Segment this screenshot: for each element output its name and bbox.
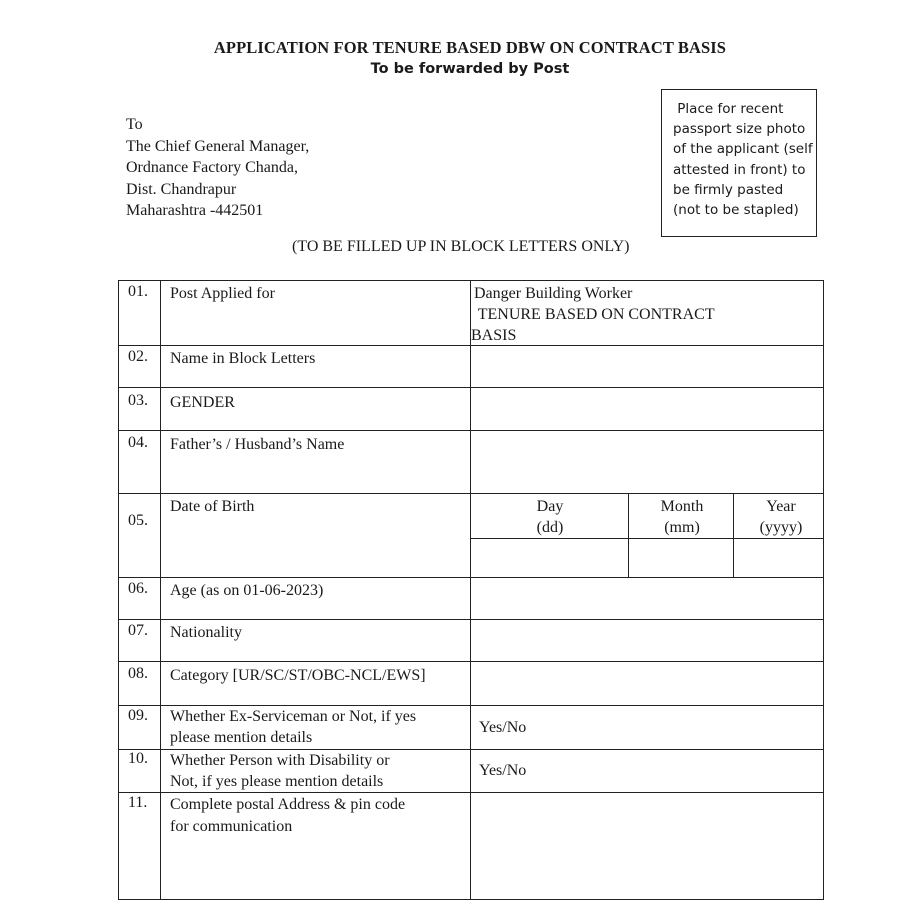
label-line: Whether Person with Disability or bbox=[170, 752, 390, 769]
form-row-category bbox=[119, 661, 823, 706]
father-husband-name-field[interactable] bbox=[472, 431, 823, 494]
value-line: TENURE BASED ON CONTRACT bbox=[474, 306, 715, 323]
address-line: The Chief General Manager, bbox=[126, 137, 310, 155]
dob-month-title: Month bbox=[660, 498, 704, 515]
gender-field[interactable] bbox=[472, 388, 823, 431]
label-line: Whether Ex-Serviceman or Not, if yes bbox=[170, 708, 417, 725]
dob-month-field[interactable] bbox=[630, 540, 733, 578]
name-field[interactable] bbox=[472, 346, 823, 388]
row-number: 01. bbox=[128, 283, 148, 300]
row-number: 05. bbox=[128, 512, 148, 529]
row-number: 11. bbox=[128, 794, 148, 811]
disability-field[interactable]: Yes/No bbox=[479, 762, 527, 779]
row-label: Father’s / Husband’s Name bbox=[170, 436, 345, 453]
dob-year-field[interactable] bbox=[735, 540, 823, 578]
dob-day-header bbox=[471, 496, 629, 538]
photo-box-line: be firmly pasted bbox=[673, 181, 784, 198]
value-line: Danger Building Worker bbox=[474, 285, 633, 302]
form-row-name bbox=[119, 345, 823, 388]
photo-box-line: attested in front) to bbox=[673, 161, 806, 178]
dob-day-title: Day bbox=[536, 498, 564, 515]
row-number: 06. bbox=[128, 580, 148, 597]
dob-header-divider bbox=[471, 538, 823, 539]
address-line: Dist. Chandrapur bbox=[126, 180, 237, 198]
address-line: To bbox=[126, 116, 143, 133]
row-label: Category [UR/SC/ST/OBC-NCL/EWS] bbox=[170, 667, 426, 684]
photo-box-line: passport size photo bbox=[673, 121, 806, 138]
photo-box-line: of the applicant (self bbox=[673, 141, 813, 158]
dob-day-format: (dd) bbox=[536, 519, 564, 536]
form-row-gender bbox=[119, 387, 823, 431]
form-row-dob bbox=[119, 493, 823, 578]
row-label bbox=[170, 794, 465, 837]
photo-box-line: Place for recent bbox=[673, 101, 784, 117]
address-line: Maharashtra -442501 bbox=[126, 202, 264, 219]
value-line: BASIS bbox=[471, 327, 517, 344]
row-label: GENDER bbox=[170, 394, 235, 411]
application-form-table bbox=[118, 280, 824, 900]
label-line: Not, if yes please mention details bbox=[170, 773, 384, 790]
recipient-address bbox=[126, 114, 309, 222]
row-label: Age (as on 01-06-2023) bbox=[170, 582, 324, 599]
row-number: 03. bbox=[128, 392, 148, 409]
row-label: Date of Birth bbox=[170, 498, 255, 515]
label-line: for communication bbox=[170, 817, 293, 835]
form-row-disability bbox=[119, 749, 823, 793]
form-row-address bbox=[119, 792, 823, 913]
age-field[interactable] bbox=[472, 578, 823, 620]
form-row-age bbox=[119, 577, 823, 620]
category-field[interactable] bbox=[472, 662, 823, 706]
dob-month-header bbox=[630, 496, 734, 538]
block-letters-instruction: (TO BE FILLED UP IN BLOCK LETTERS ONLY) bbox=[292, 238, 630, 255]
row-label: Nationality bbox=[170, 624, 242, 641]
ex-serviceman-field[interactable]: Yes/No bbox=[479, 719, 527, 736]
row-label: Name in Block Letters bbox=[170, 350, 316, 367]
form-row-nationality bbox=[119, 619, 823, 662]
dob-day-field[interactable] bbox=[472, 540, 628, 578]
form-subtitle: To be forwarded by Post bbox=[370, 61, 570, 77]
dob-year-header bbox=[735, 496, 827, 538]
row-number: 04. bbox=[128, 434, 148, 451]
post-applied-value bbox=[471, 283, 715, 346]
postal-address-field[interactable] bbox=[472, 793, 823, 913]
row-label: Post Applied for bbox=[170, 285, 275, 302]
row-number: 09. bbox=[128, 707, 148, 724]
form-row-post bbox=[119, 281, 823, 345]
row-number: 02. bbox=[128, 348, 148, 365]
row-number: 08. bbox=[128, 665, 148, 682]
row-label bbox=[170, 750, 465, 792]
photo-placeholder-box[interactable] bbox=[661, 89, 817, 237]
label-line: Complete postal Address & pin code bbox=[170, 796, 406, 813]
row-number: 07. bbox=[128, 622, 148, 639]
label-line: please mention details bbox=[170, 728, 313, 746]
form-row-father-husband bbox=[119, 430, 823, 494]
nationality-field[interactable] bbox=[472, 620, 823, 662]
dob-year-format: (yyyy) bbox=[759, 519, 803, 536]
dob-year-title: Year bbox=[766, 498, 796, 515]
photo-box-line: (not to be stapled) bbox=[673, 202, 799, 219]
form-row-ex-serviceman bbox=[119, 705, 823, 750]
row-label bbox=[170, 707, 465, 748]
row-number: 10. bbox=[128, 750, 148, 767]
dob-month-format: (mm) bbox=[664, 519, 700, 536]
address-line: Ordnance Factory Chanda, bbox=[126, 159, 298, 176]
form-title: APPLICATION FOR TENURE BASED DBW ON CONTRACT BASIS bbox=[213, 38, 727, 57]
